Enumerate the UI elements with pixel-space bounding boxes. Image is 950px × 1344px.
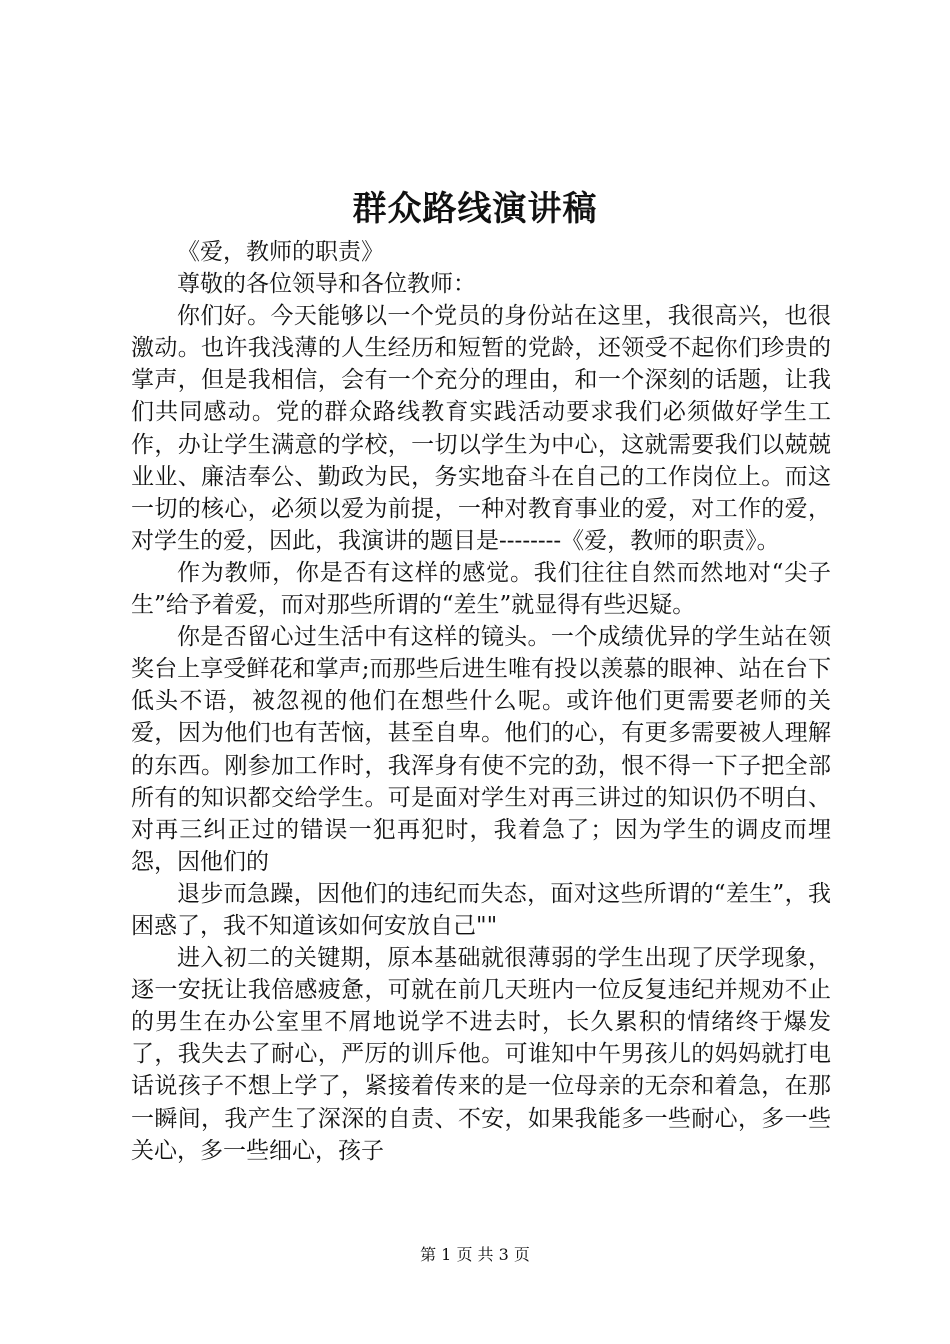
body-paragraph: 退步而急躁，因他们的违纪而失态，面对这些所谓的“差生”，我困惑了，我不知道该如何安放自己"": [131, 880, 831, 939]
page-footer: 第 1 页 共 3 页: [420, 1245, 530, 1264]
body-paragraph: 作为教师，你是否有这样的感觉。我们往往自然而然地对“尖子生”给予着爱，而对那些所谓的“差生”就显得有些迟疑。: [131, 559, 831, 619]
document-title: 群众路线演讲稿: [352, 189, 598, 229]
salutation: 尊敬的各位领导和各位教师：: [177, 271, 476, 298]
body-paragraph: 你是否留心过生活中有这样的镜头。一个成绩优异的学生站在领奖台上享受鲜花和掌声;而那些后进生唯有投以羡慕的眼神、站在台下低头不语，被忽视的他们在想些什么呢。或许他们更需要老师的关爱，因为他们也有苦恼，甚至自卑。他们的心，有更多需要被人理解的东西。刚参加工作时，我浑身有使不完的劲，恨不得一下子把全部所有的知识都交给学生。可是面对学生对再三讲过的知识仍不明白、对再三纠正过的错误一犯再犯时，我着急了；因为学生的调皮而埋怨，因他们的: [131, 624, 831, 875]
body-paragraph: 进入初二的关键期，原本基础就很薄弱的学生出现了厌学现象，逐一安抚让我倍感疲惫，可就在前几天班内一位反复违纪并规劝不止的男生在办公室里不屑地说学不进去时，长久累积的情绪终于爆发了，我失去了耐心，严厉的训斥他。可谁知中午男孩儿的妈妈就打电话说孩子不想上学了，紧接着传来的是一位母亲的无奈和着急，在那一瞬间，我产生了深深的自责、不安，如果我能多一些耐心，多一些关心，多一些细心，孩子: [131, 945, 831, 1164]
document-body: [131, 236, 831, 1167]
speech-subtitle: 《爱，教师的职责》: [177, 239, 384, 265]
body-paragraph: 你们好。今天能够以一个党员的身份站在这里，我很高兴，也很激动。也许我浅薄的人生经历和短暂的党龄，还领受不起你们珍贵的掌声，但是我相信，会有一个充分的理由，和一个深刻的话题，让我们共同感动。党的群众路线教育实践活动要求我们必须做好学生工作，办让学生满意的学校，一切以学生为中心，这就需要我们以兢兢业业、廉洁奉公、勤政为民，务实地奋斗在自己的工作岗位上。而这一切的核心，必须以爱为前提，一种对教育事业的爱，对工作的爱，对学生的爱，因此，我演讲的题目是--------《爱，教师的职责》。: [131, 303, 831, 554]
